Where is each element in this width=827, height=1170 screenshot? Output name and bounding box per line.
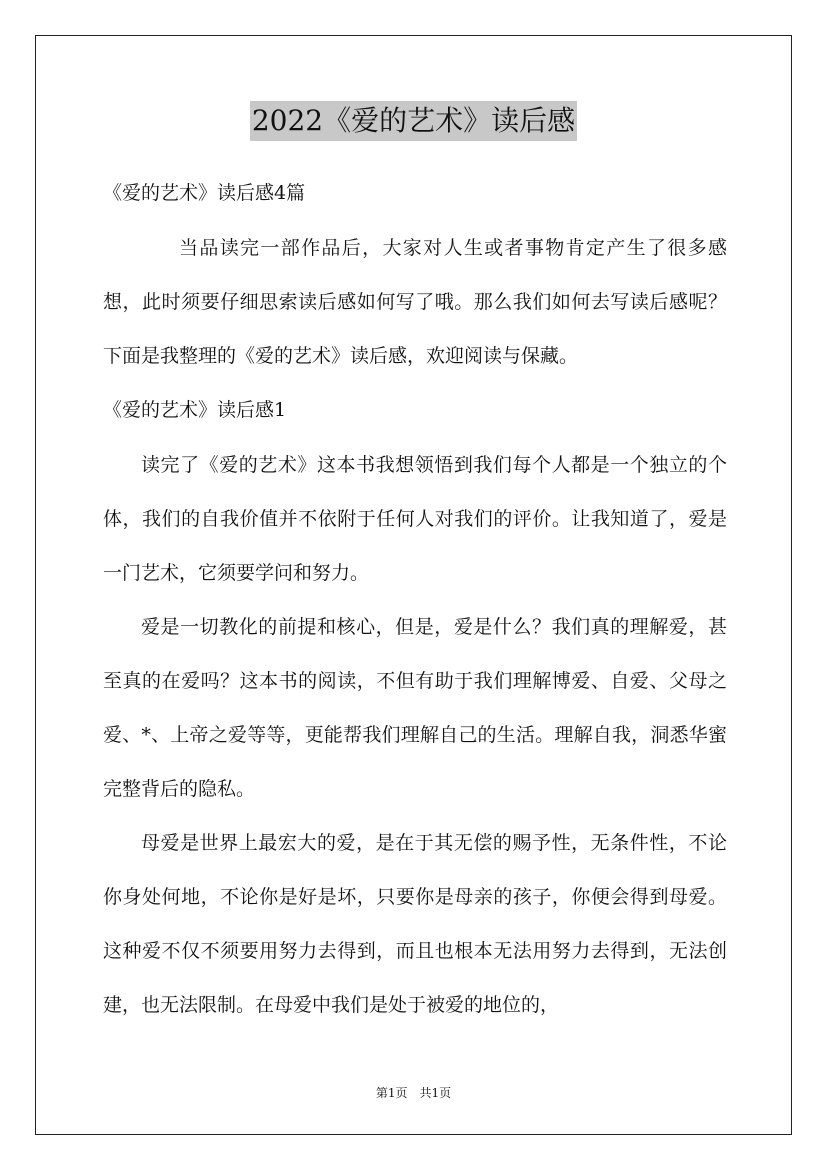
intro-text: 当品读完一部作品后，大家对人生或者事物肯定产生了很多感想，此时须要仔细思索读后感如何写了哦。那么我们如何去写读后感呢？下面是我整理的《爱的艺术》读后感，欢迎阅读与保藏。 [103,237,727,367]
document-title: 2022《爱的艺术》读后感 [250,101,577,141]
document-subtitle: 《爱的艺术》读后感4篇 [103,182,306,204]
paragraph-1: 读完了《爱的艺术》这本书我想领悟到我们每个人都是一个独立的个体，我们的自我价值并不依附于任何人对我们的评价。让我知道了，爱是一门艺术，它须要学问和努力。 [103,454,727,584]
body-text [103,438,727,1032]
section-heading: 《爱的艺术》读后感1 [103,399,287,421]
page-footer: 第1页 共1页 [375,1086,452,1100]
paragraph-2: 爱是一切教化的前提和核心，但是，爱是什么？我们真的理解爱，甚至真的在爱吗？这本书的阅读，不但有助于我们理解博爱、自爱、父母之爱、*、上帝之爱等等，更能帮我们理解自己的生活。理解自我，洞悉华蜜完整背后的隐私。 [103,616,727,800]
intro-paragraph [103,221,727,383]
title-container [0,101,827,141]
paragraph-3: 母爱是世界上最宏大的爱，是在于其无偿的赐予性，无条件性，不论你身处何地，不论你是好是坏，只要你是母亲的孩子，你便会得到母爱。这种爱不仅不须要用努力去得到，而且也根本无法用努力去得到，无法创建，也无法限制。在母爱中我们是处于被爱的地位的， [103,832,727,1016]
